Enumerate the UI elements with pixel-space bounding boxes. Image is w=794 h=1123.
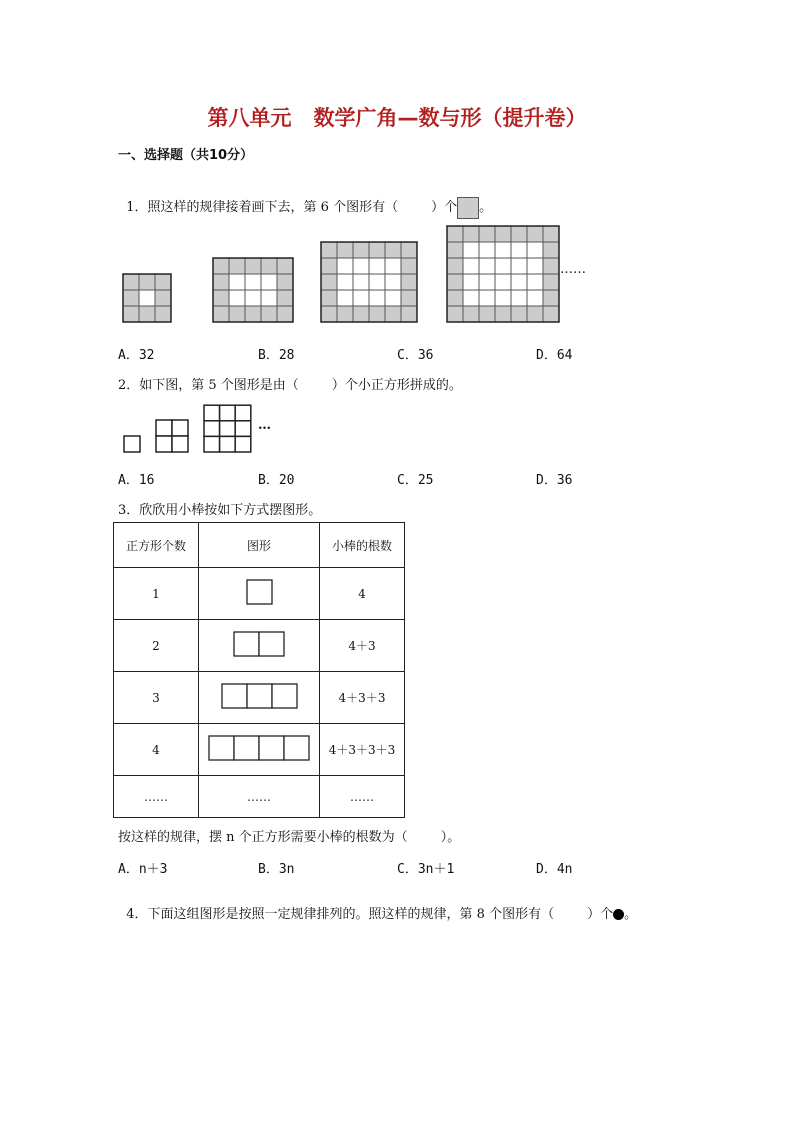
q2-figures	[118, 398, 268, 458]
q1-cell	[543, 306, 559, 322]
q1-cell	[385, 274, 401, 290]
row-sticks: 4＋3＋3	[320, 672, 405, 724]
q2-square	[235, 436, 251, 452]
q1-cell	[337, 274, 353, 290]
q1-option-d[interactable]: D．64	[536, 348, 573, 363]
gray-square-icon	[457, 197, 479, 219]
squares-figure	[199, 683, 319, 709]
q1-cell	[447, 290, 463, 306]
q1-cell	[495, 226, 511, 242]
q1-cell	[353, 242, 369, 258]
stick-square	[234, 632, 259, 656]
q2-square	[172, 436, 188, 452]
squares-figure	[199, 631, 319, 657]
q1-cell	[277, 290, 293, 306]
question-3-prompt: 按这样的规律，摆 n 个正方形需要小棒的根数为（ ）。	[118, 830, 461, 845]
q1-cell	[213, 258, 229, 274]
q1-cell	[511, 306, 527, 322]
q1-cell	[401, 306, 417, 322]
q2-square	[220, 405, 236, 421]
black-dot-icon	[613, 909, 624, 920]
q1-figures	[118, 222, 618, 330]
question-3: 3．欣欣用小棒按如下方式摆图形。	[118, 503, 322, 518]
q2-square	[204, 436, 220, 452]
q2-square	[204, 421, 220, 437]
q1-cell	[245, 258, 261, 274]
q1-cell	[511, 226, 527, 242]
row-sticks: 4＋3	[320, 620, 405, 672]
q1-option-b[interactable]: B．28	[258, 348, 295, 363]
q1-cell	[527, 226, 543, 242]
q2-square	[124, 436, 140, 452]
q1-cell	[385, 258, 401, 274]
q1-cell	[401, 274, 417, 290]
q1-cell	[495, 290, 511, 306]
q1-cell	[543, 274, 559, 290]
q1-cell	[527, 306, 543, 322]
q1-cell	[479, 242, 495, 258]
q1-cell	[277, 274, 293, 290]
q1-cell	[447, 258, 463, 274]
q1-cell	[155, 290, 171, 306]
q1-cell	[385, 290, 401, 306]
q1-cell	[353, 274, 369, 290]
row-sticks: 4＋3＋3＋3	[320, 724, 405, 776]
row-figure	[199, 568, 320, 620]
q1-cell	[229, 290, 245, 306]
q1-cell	[353, 306, 369, 322]
q1-cell	[463, 274, 479, 290]
q1-cell	[495, 242, 511, 258]
q1-cell	[245, 274, 261, 290]
q1-cell	[337, 306, 353, 322]
q1-cell	[401, 242, 417, 258]
q1-cell	[321, 306, 337, 322]
q1-cell	[401, 258, 417, 274]
section-heading: 一、选择题（共10分）	[118, 148, 254, 163]
table-row	[114, 620, 405, 672]
q1-cell	[463, 258, 479, 274]
q1-cell	[277, 306, 293, 322]
q1-cell	[123, 306, 139, 322]
stick-square	[222, 684, 247, 708]
q1-cell	[277, 258, 293, 274]
q1-cell	[139, 274, 155, 290]
page-title: 第八单元 数学广角—数与形（提升卷）	[207, 106, 587, 130]
q1-cell	[543, 258, 559, 274]
q1-cell	[495, 306, 511, 322]
q1-cell	[261, 290, 277, 306]
q2-square	[235, 405, 251, 421]
table-row	[114, 568, 405, 620]
q1-cell	[337, 258, 353, 274]
q2-option-d[interactable]: D．36	[536, 473, 573, 488]
squares-figure	[199, 579, 319, 605]
question-1-text: 1．照这样的规律接着画下去，第 6 个图形有（ ）个	[126, 200, 458, 215]
q1-cell	[321, 290, 337, 306]
row-count: 4	[114, 724, 199, 776]
row-figure	[199, 724, 320, 776]
q1-cell	[321, 258, 337, 274]
q1-cell	[527, 290, 543, 306]
question-2: 2．如下图，第 5 个图形是由（ ）个小正方形拼成的。	[118, 378, 462, 393]
header-square-count: 正方形个数	[114, 523, 199, 568]
q1-cell	[229, 306, 245, 322]
q1-cell	[245, 306, 261, 322]
q1-cell	[511, 274, 527, 290]
stick-table	[113, 522, 405, 818]
q1-cell	[543, 290, 559, 306]
q1-cell	[337, 290, 353, 306]
q1-cell	[369, 274, 385, 290]
q1-cell	[369, 306, 385, 322]
table-row	[114, 776, 405, 818]
row-sticks: ……	[320, 776, 405, 818]
row-count: 1	[114, 568, 199, 620]
question-4	[118, 888, 637, 922]
q1-cell	[369, 258, 385, 274]
q1-cell	[155, 274, 171, 290]
q1-cell	[447, 274, 463, 290]
row-count: ……	[114, 776, 199, 818]
q1-cell	[401, 290, 417, 306]
question-4-period: 。	[624, 907, 638, 922]
q1-cell	[527, 258, 543, 274]
q2-option-a[interactable]: A．16	[118, 473, 155, 488]
row-sticks: 4	[320, 568, 405, 620]
q1-cell	[495, 274, 511, 290]
q1-cell	[229, 258, 245, 274]
stick-square	[284, 736, 309, 760]
q2-square	[235, 421, 251, 437]
q1-cell	[123, 290, 139, 306]
q2-option-b[interactable]: B．20	[258, 473, 295, 488]
row-count: 3	[114, 672, 199, 724]
row-figure	[199, 620, 320, 672]
q1-cell	[213, 306, 229, 322]
question-1	[118, 181, 492, 219]
q1-cell	[321, 242, 337, 258]
q1-cell	[495, 258, 511, 274]
q3-option-c[interactable]: C．3n＋1	[397, 862, 455, 877]
q1-cell	[261, 258, 277, 274]
q1-cell	[353, 290, 369, 306]
q1-cell	[479, 290, 495, 306]
header-figure: 图形	[199, 523, 320, 568]
q1-cell	[511, 290, 527, 306]
stick-square	[272, 684, 297, 708]
header-stick-count: 小棒的根数	[320, 523, 405, 568]
q2-square	[156, 420, 172, 436]
q1-cell	[369, 290, 385, 306]
q1-cell	[337, 242, 353, 258]
q1-cell	[479, 258, 495, 274]
q1-cell	[511, 258, 527, 274]
q1-cell	[527, 242, 543, 258]
table-row	[114, 724, 405, 776]
q1-cell	[229, 274, 245, 290]
q1-cell	[527, 274, 543, 290]
q2-square	[220, 436, 236, 452]
question-4-text: 4．下面这组图形是按照一定规律排列的。照这样的规律，第 8 个图形有（ ）个	[126, 907, 614, 922]
q1-cell	[543, 226, 559, 242]
q3-option-d[interactable]: D．4n	[536, 862, 573, 877]
q1-cell	[463, 306, 479, 322]
q1-cell	[463, 242, 479, 258]
q1-cell	[463, 290, 479, 306]
q1-cell	[353, 258, 369, 274]
q2-option-c[interactable]: C．25	[397, 473, 434, 488]
q1-cell	[511, 242, 527, 258]
q1-cell	[543, 242, 559, 258]
q1-cell	[385, 306, 401, 322]
q1-cell	[321, 274, 337, 290]
stick-square	[209, 736, 234, 760]
q1-cell	[123, 274, 139, 290]
stick-square	[247, 580, 272, 604]
table-row	[114, 672, 405, 724]
question-1-period: 。	[479, 200, 493, 215]
table-header-row	[114, 523, 405, 568]
row-figure	[199, 672, 320, 724]
q2-ellipsis: …	[258, 418, 271, 433]
q1-cell	[447, 242, 463, 258]
q1-cell	[213, 290, 229, 306]
q1-option-c[interactable]: C．36	[397, 348, 434, 363]
q1-cell	[479, 274, 495, 290]
q2-square	[204, 405, 220, 421]
q2-square	[156, 436, 172, 452]
row-count: 2	[114, 620, 199, 672]
row-figure: ……	[199, 776, 320, 818]
q1-ellipsis: ……	[560, 262, 586, 277]
q3-option-a[interactable]: A．n＋3	[118, 862, 168, 877]
q1-cell	[463, 226, 479, 242]
q2-square	[172, 420, 188, 436]
squares-figure	[199, 735, 319, 761]
q1-cell	[447, 306, 463, 322]
q1-cell	[261, 306, 277, 322]
q2-square	[220, 421, 236, 437]
stick-square	[259, 632, 284, 656]
q1-cell	[213, 274, 229, 290]
stick-square	[259, 736, 284, 760]
q1-cell	[139, 306, 155, 322]
q3-option-b[interactable]: B．3n	[258, 862, 295, 877]
q1-cell	[447, 226, 463, 242]
stick-square	[234, 736, 259, 760]
stick-square	[247, 684, 272, 708]
q1-cell	[155, 306, 171, 322]
q1-cell	[139, 290, 155, 306]
q1-cell	[479, 306, 495, 322]
q1-cell	[479, 226, 495, 242]
q1-cell	[369, 242, 385, 258]
q1-cell	[245, 290, 261, 306]
q1-cell	[261, 274, 277, 290]
q1-cell	[385, 242, 401, 258]
q1-option-a[interactable]: A．32	[118, 348, 155, 363]
